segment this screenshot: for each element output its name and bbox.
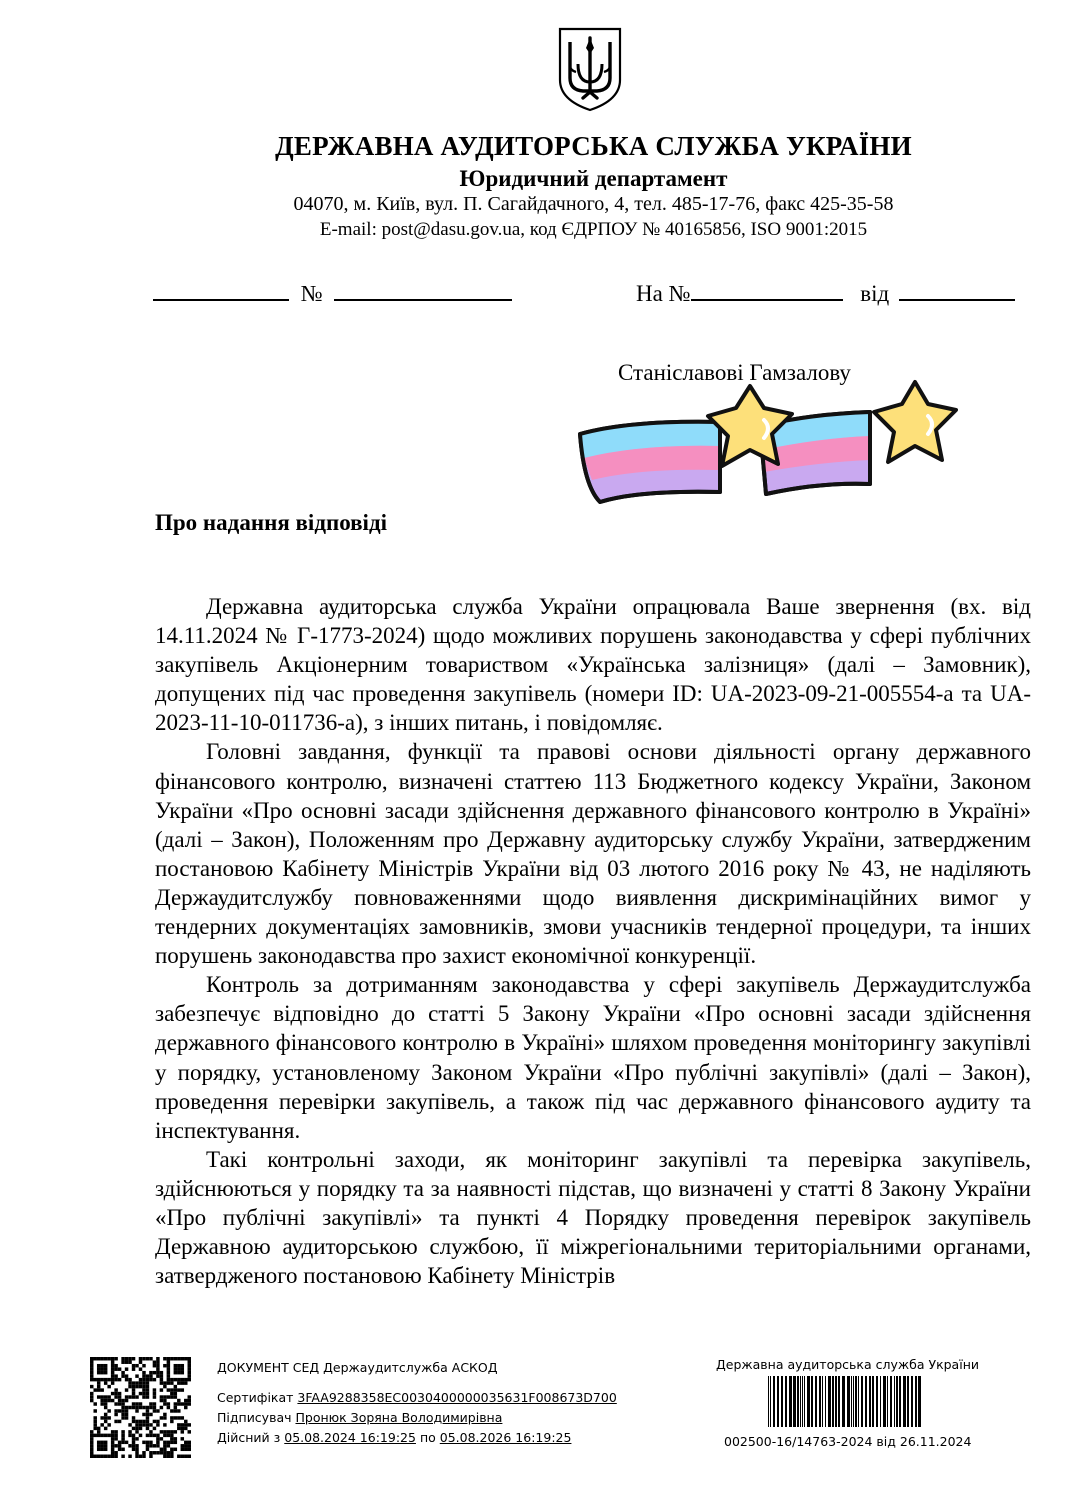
barcode-icon [768, 1376, 924, 1427]
signer-label: Підписувач [217, 1410, 292, 1425]
doc-system-label: ДОКУМЕНТ СЕД Держаудитслужба АСКОД [217, 1360, 498, 1375]
paragraph: Державна аудиторська служба України опрацювала Ваше звернення (вх. від 14.11.2024 № Г-1773-2024) щодо можливих порушень законодавства у сфері публічних закупівель Акціонерним товариством «Українська залізниця» (далі – Замовник), допущених під час проведення закупівель (номери ID: UA-2023-09-21-005554-a та UA-2023-11-10-011736-a), з інших питань, і повідомляє. [155, 594, 1031, 736]
paragraph: Головні завдання, функції та правові основи діяльності органу державного фінансового контролю, визначені статтею 113 Бюджетного кодексу України, Законом України «Про основні засади здійснення державного фінансового контролю в Україні» (далі – Закон), Положенням про Державну аудиторську службу України, затвердженим постановою Кабінету Міністрів України від 03 лютого 2016 року № 43, не наділяють Держаудитслужбу повноваженнями щодо виявлення дискримінаційних вимог у тендерних документаціях замовників, змови учасників тендерної процедури, та інших порушень законодавства про захист економічної конкуренції. [155, 739, 1031, 969]
certificate-value: 3FAA9288358EC0030400000035631F008673D700 [297, 1390, 617, 1405]
number-blank [334, 276, 512, 301]
paragraph: Контроль за дотриманням законодавства у сфері закупівель Держаудитслужба забезпечує відповідно до статті 5 Закону України «Про основні засади здійснення державного фінансового контролю в Україні» шляхом проведення моніторингу закупівлі у порядку, установленому Законом України «Про публічні закупівлі» (далі – Закон), проведення перевірки закупівель, а також під час державного фінансового аудиту та інспектування. [155, 972, 1031, 1143]
valid-from: 05.08.2024 16:19:25 [284, 1430, 416, 1445]
organization-title: ДЕРЖАВНА АУДИТОРСЬКА СЛУЖБА УКРАЇНИ [275, 131, 912, 161]
coat-of-arms-icon [556, 26, 624, 112]
qr-code-icon [90, 1357, 191, 1458]
letter-subject: Про надання відповіді [155, 510, 387, 535]
signer-line [217, 1410, 502, 1425]
recipient-name: Станіславові Гамзалову [618, 360, 851, 385]
reply-number-blank [691, 276, 843, 301]
certificate-line [217, 1390, 617, 1405]
registration-number: 002500-16/14763-2024 від 26.11.2024 [724, 1434, 972, 1449]
valid-label: Дійсний з [217, 1430, 281, 1445]
validity-line [217, 1430, 571, 1445]
signer-value: Пронюк Зоряна Володимирівна [295, 1410, 503, 1425]
number-sign: № [300, 281, 323, 306]
address-line: 04070, м. Київ, вул. П. Сагайдачного, 4, тел. 485-17-76, факс 425-35-58 [293, 193, 894, 215]
outgoing-registration [153, 276, 512, 307]
date-blank [153, 276, 289, 301]
department-name: Юридичний департамент [459, 166, 728, 191]
rainbow-stars-sticker-icon [570, 376, 980, 516]
footer-organization: Державна аудиторська служба України [716, 1357, 979, 1372]
reply-to-label: На № [636, 281, 691, 306]
contact-line: E-mail: post@dasu.gov.ua, код ЄДРПОУ № 40165856, ISO 9001:2015 [319, 219, 868, 240]
reply-registration [636, 276, 1015, 307]
valid-to-label: по [419, 1430, 436, 1445]
letter-body [155, 592, 1031, 1290]
reply-date-blank [899, 276, 1015, 301]
paragraph: Такі контрольні заходи, як моніторинг закупівлі та перевірка закупівель, здійснюються у порядку та за наявності підстав, що визначені у статті 8 Закону України «Про публічні закупівлі» та пункті 4 Порядку проведення перевірок закупівель Державною аудиторською службою, її міжрегіональними територіальними органами, затвердженого постановою Кабінету Міністрів [155, 1146, 1031, 1289]
certificate-label: Сертифікат [217, 1390, 294, 1405]
from-label: від [860, 281, 890, 306]
valid-to: 05.08.2026 16:19:25 [439, 1430, 572, 1445]
